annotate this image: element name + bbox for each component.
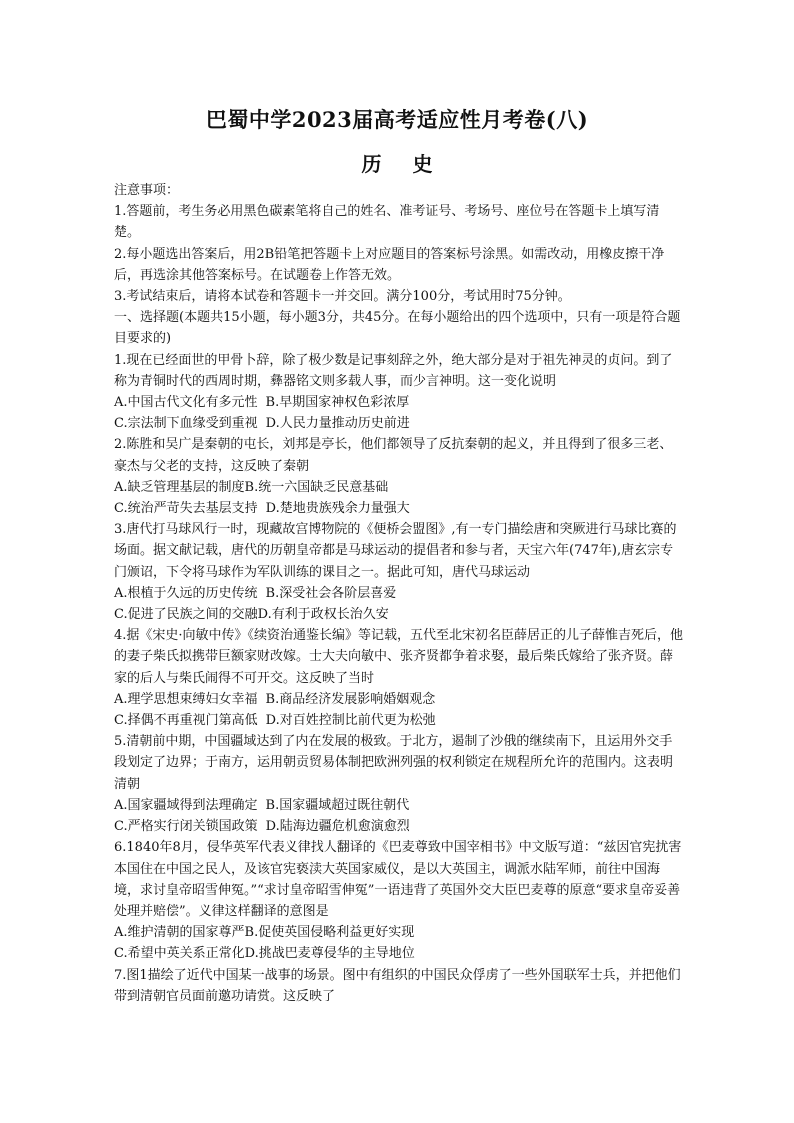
option: D.有利于政权长治久安 [257, 607, 389, 623]
option-row [114, 922, 684, 943]
option: B.商品经济发展影响婚姻观念 [265, 691, 436, 707]
option-row [114, 795, 684, 816]
option: A.理学思想束缚妇女幸福 [114, 691, 258, 707]
exam-title: 巴蜀中学2023届高考适应性月考卷(八) [205, 107, 589, 132]
question-stem: 5.清朝前中期，中国疆域达到了内在发展的极致。于北方，遏制了沙俄的继续南下，且运用外交手段划定了边界；于南方，运用朝贡贸易体制把欧洲列强的权利锁定在规程所允许的范围内。这表明清朝 [114, 734, 674, 792]
question-stem: 3.唐代打马球风行一时，现藏故宫博物院的《便桥会盟图》,有一专门描绘唐和突厥进行马球比赛的场面。据文献记载，唐代的历朝皇帝都是马球运动的提倡者和参与者，天宝六年(747年),唐玄宗专门颁诏，下令将马球作为军队训练的课目之一。据此可知，唐代马球运动 [114, 522, 677, 580]
option-row [114, 604, 684, 625]
notice-item: 1.答题前，考生务必用黑色碳素笔将自己的姓名、准考证号、考场号、座位号在答题卡上填写清楚。 [114, 204, 660, 241]
option: B.国家疆域超过既往朝代 [265, 797, 410, 813]
question-stem: 6.1840年8月，侵华英军代表义律找人翻译的《巴麦尊致中国宰相书》中文版写道：“兹因官宪扰害本国住在中国之民人，及该官宪亵渎大英国家威仪，是以大英国主，调派水陆军师，前往中国海境，求讨皇帝昭雪伸冤。”“求讨皇帝昭雪伸冤”一语违背了英国外交大臣巴麦尊的原意“要求皇帝妥善处理并赔偿”。义律这样翻译的意图是 [114, 840, 682, 919]
option-row [114, 689, 684, 710]
option-row [114, 498, 684, 519]
option-row [114, 413, 684, 434]
option: A.缺乏管理基层的制度 [114, 479, 245, 495]
question-stem: 7.图1描绘了近代中国某一战事的场景。图中有组织的中国民众俘虏了一些外国联军士兵，并把他们带到清朝官员面前邀功请赏。这反映了 [114, 967, 681, 1004]
option: C.严格实行闭关锁国政策 [114, 819, 258, 835]
option: D.对百姓控制比前代更为松弛 [265, 713, 436, 729]
question-stem: 2.陈胜和吴广是秦朝的屯长，刘邦是亭长，他们都领导了反抗秦朝的起义，并且得到了很多三老、豪杰与父老的支持，这反映了秦朝 [114, 437, 673, 474]
option: D.挑战巴麦尊侵华的主导地位 [244, 946, 415, 962]
question-stem: 1.现在已经面世的甲骨卜辞，除了极少数是记事刻辞之外，绝大部分是对于祖先神灵的贞问。到了称为青铜时代的西周时期，彝器铭文则多载人事，而少言神明。这一变化说明 [114, 352, 673, 389]
option: D.楚地贵族残余力量强大 [265, 501, 410, 517]
notice-item: 3.考试结束后，请将本试卷和答题卡一并交回。满分100分，考试用时75分钟。 [114, 289, 571, 305]
option-row [114, 392, 684, 413]
option: A.维护清朝的国家尊严 [114, 925, 245, 941]
option-row [114, 477, 684, 498]
exam-content [114, 180, 684, 1007]
option: C.宗法制下血缘受到重视 [114, 416, 258, 432]
option: C.统治严苛失去基层支持 [114, 501, 258, 517]
question-stem: 4.据《宋史·向敏中传》《续资治通鉴长编》等记载，五代至北宋初名臣薛居正的儿子薛惟吉死后，他的妻子柴氏拟携带巨额家财改嫁。士大夫向敏中、张齐贤都争着求娶，最后柴氏嫁给了张齐贤。薛家的后人与柴氏闹得不可开交。这反映了当时 [114, 628, 684, 686]
option: A.国家疆域得到法理确定 [114, 797, 258, 813]
option-row [114, 943, 684, 964]
option-row [114, 816, 684, 837]
option: C.希望中英关系正常化 [114, 946, 245, 962]
option: B.深受社会各阶层喜爱 [265, 585, 397, 601]
option-row [114, 710, 684, 731]
option: C.促进了民族之间的交融 [114, 607, 258, 623]
option-row [114, 583, 684, 604]
notice-item: 2.每小题选出答案后，用2B铅笔把答题卡上对应题目的答案标号涂黑。如需改动，用橡皮擦干净后，再选涂其他答案标号。在试题卷上作答无效。 [114, 246, 665, 283]
option: B.早期国家神权色彩浓厚 [265, 395, 410, 411]
option: A.根植于久远的历史传统 [114, 585, 258, 601]
section-heading: 一、选择题(本题共15小题，每小题3分，共45分。在每小题给出的四个选项中，只有一项是符合题目要求的) [114, 310, 681, 347]
option: B.统一六国缺乏民意基础 [244, 479, 389, 495]
subject-title: 历 史 [361, 152, 445, 176]
option: D.人民力量推动历史前进 [265, 416, 410, 432]
option: D.陆海边疆危机愈演愈烈 [265, 819, 410, 835]
notice-heading: 注意事项： [114, 183, 180, 198]
option: A.中国古代文化有多元性 [114, 395, 258, 411]
option: B.促使英国侵略利益更好实现 [244, 925, 415, 941]
option: C.择偶不再重视门第高低 [114, 713, 258, 729]
